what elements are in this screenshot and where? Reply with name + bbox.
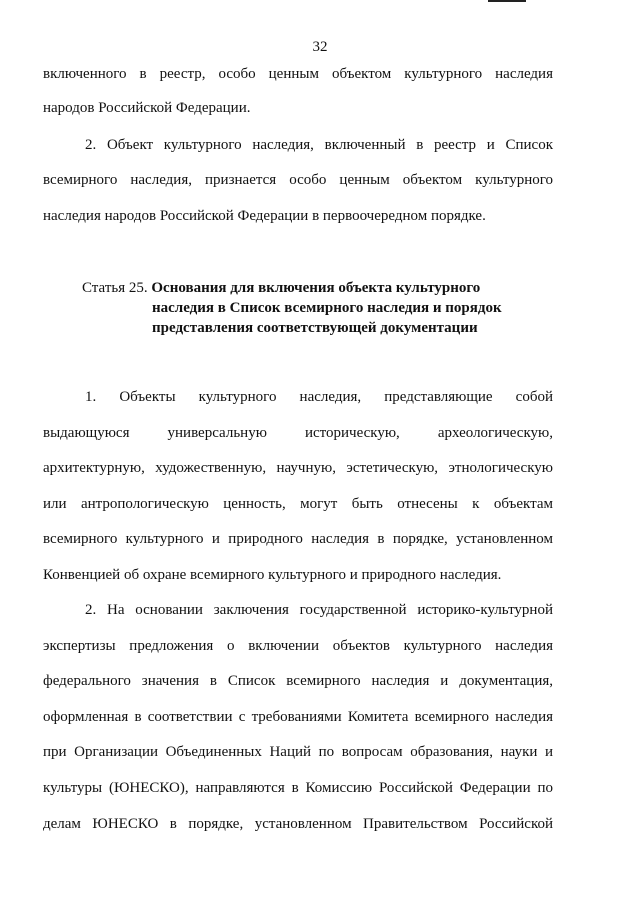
paragraph-1-line-1: включенного в реестр, особо ценным объектом культурного наследия — [43, 66, 553, 82]
article-heading-line-3 — [152, 318, 478, 338]
paragraph-3-line-6: Конвенцией об охране всемирного культурного и природного наследия. — [43, 567, 502, 583]
paragraph-3-line-1: 1. Объекты культурного наследия, представляющие собой — [85, 389, 553, 405]
article-title-line-2: наследия в Список всемирного наследия и порядок — [152, 300, 502, 316]
paragraph-4-line-6: культуры (ЮНЕСКО), направляются в Комиссию Российской Федерации по — [43, 780, 553, 796]
article-title-line-1: Основания для включения объекта культурного — [151, 280, 481, 296]
paragraph-1-line-2: народов Российской Федерации. — [43, 100, 251, 116]
article-title-line-3: представления соответствующей документации — [152, 320, 478, 336]
paragraph-4-line-1: 2. На основании заключения государственной историко-культурной — [85, 602, 553, 618]
page-number: 32 — [312, 39, 328, 55]
paragraph-3-line-5: всемирного культурного и природного наследия в порядке, установленном — [43, 531, 553, 547]
paragraph-2-line-2: всемирного наследия, признается особо ценным объектом культурного — [43, 172, 553, 188]
paragraph-4-line-3: федерального значения в Список всемирного наследия и документация, — [43, 673, 553, 689]
article-heading-line-1 — [82, 278, 480, 298]
paragraph-4-line-5: при Организации Объединенных Наций по вопросам образования, науки и — [43, 744, 553, 760]
paragraph-4-line-2: экспертизы предложения о включении объектов культурного наследия — [43, 638, 553, 654]
paragraph-3-line-4: или антропологическую ценность, могут быть отнесены к объектам — [43, 496, 553, 512]
article-label: Статья 25. — [82, 280, 148, 296]
paragraph-2-line-3: наследия народов Российской Федерации в первоочередном порядке. — [43, 208, 486, 224]
header-rule — [488, 0, 526, 2]
paragraph-3-line-3: архитектурную, художественную, научную, эстетическую, этнологическую — [43, 460, 553, 476]
paragraph-3-line-2: выдающуюся универсальную историческую, археологическую, — [43, 425, 553, 441]
paragraph-4-line-4: оформленная в соответствии с требованиями Комитета всемирного наследия — [43, 709, 553, 725]
paragraph-2-line-1: 2. Объект культурного наследия, включенный в реестр и Список — [85, 137, 553, 153]
paragraph-4-line-7: делам ЮНЕСКО в порядке, установленном Правительством Российской — [43, 816, 553, 832]
article-heading-line-2 — [152, 298, 502, 318]
